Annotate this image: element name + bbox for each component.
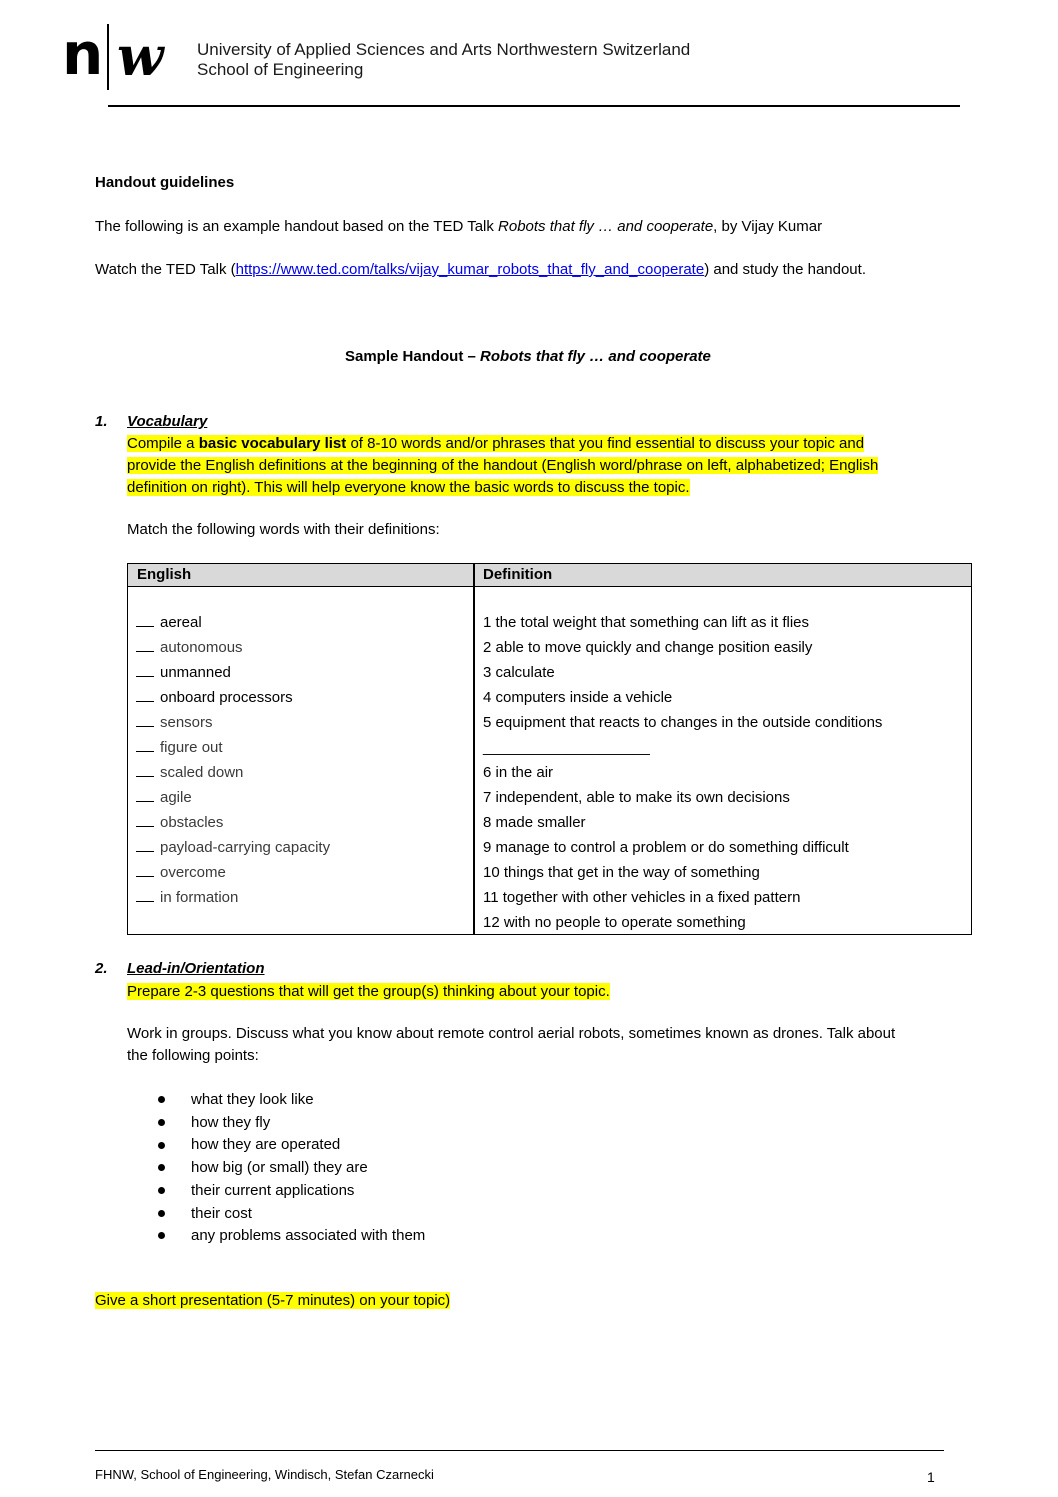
presentation-note — [95, 1290, 450, 1312]
section-2-number: 2. — [95, 960, 108, 977]
word-item — [136, 710, 330, 735]
word-text: payload-carrying capacity — [160, 839, 331, 856]
definition-separator: ____________________ — [483, 739, 650, 756]
word-item — [136, 610, 330, 635]
example-prefix: The following is an example handout based on the TED Talk — [95, 218, 499, 235]
bullet-dot — [158, 1142, 165, 1149]
definition-list — [483, 610, 882, 935]
discussion-points — [191, 1089, 425, 1248]
bullet-dot — [158, 1164, 165, 1171]
section-2-heading: Lead-in/Orientation — [127, 960, 265, 977]
institution-line-2: School of Engineering — [197, 60, 364, 79]
word-list — [136, 610, 330, 910]
guidelines-title: Handout guidelines — [95, 174, 235, 191]
page-number: 1 — [927, 1469, 935, 1485]
watch-prefix: Watch the TED Talk ( — [95, 261, 236, 278]
list-item: how big (or small) they are — [191, 1159, 368, 1177]
answer-blank[interactable] — [136, 688, 154, 702]
word-item — [136, 860, 330, 885]
example-suffix: , by Vijay Kumar — [713, 218, 823, 235]
word-item — [136, 735, 330, 760]
institution-name — [197, 40, 690, 80]
word-item — [136, 660, 330, 685]
definition-item: 2 able to move quickly and change position easily — [483, 639, 813, 656]
definition-item: 5 equipment that reacts to changes in the outside conditions — [483, 714, 883, 731]
bullet-dot — [158, 1096, 165, 1103]
word-text: agile — [160, 789, 192, 806]
answer-blank[interactable] — [136, 888, 154, 902]
answer-blank[interactable] — [136, 788, 154, 802]
answer-blank[interactable] — [136, 738, 154, 752]
example-sentence — [95, 216, 822, 238]
word-text: unmanned — [160, 664, 231, 681]
lead-in-note — [127, 981, 610, 1003]
lead-in-instruction — [127, 1023, 895, 1067]
lead-in-instruction-line-2: the following points: — [127, 1047, 259, 1064]
sample-title-talk: Robots that fly … and cooperate — [480, 348, 711, 365]
lead-in-instruction-line-1: Work in groups. Discuss what you know about remote control aerial robots, sometimes known as drones. Talk about — [127, 1025, 896, 1042]
list-item: their cost — [191, 1204, 252, 1222]
list-item: how they fly — [191, 1113, 271, 1131]
table-header-english: English — [137, 566, 192, 583]
bullet-dot — [158, 1187, 165, 1194]
word-text: scaled down — [160, 764, 244, 781]
list-item: how they are operated — [191, 1136, 341, 1154]
institution-line-1: University of Applied Sciences and Arts Northwestern Switzerland — [197, 40, 691, 59]
answer-blank[interactable] — [136, 638, 154, 652]
ted-talk-link[interactable]: https://www.ted.com/talks/vijay_kumar_robots_that_fly_and_cooperate — [235, 261, 705, 278]
definition-item: 7 independent, able to make its own decisions — [483, 789, 790, 806]
vocab-note — [127, 433, 878, 499]
word-text: overcome — [160, 864, 226, 881]
bullet-dot — [158, 1210, 165, 1217]
vocab-instruction: Match the following words with their definitions: — [127, 521, 440, 538]
answer-blank[interactable] — [136, 663, 154, 677]
definition-item: 9 manage to control a problem or do something difficult — [483, 839, 849, 856]
header-rule — [108, 105, 960, 107]
bullet-dot — [158, 1232, 165, 1239]
sample-title-prefix: Sample Handout – — [345, 348, 481, 365]
answer-blank[interactable] — [136, 863, 154, 877]
lead-in-note-text: Prepare 2-3 questions that will get the group(s) thinking about your topic. — [127, 983, 610, 1000]
logo-n: n — [62, 20, 103, 88]
definition-item: 11 together with other vehicles in a fixed pattern — [483, 889, 801, 906]
definition-item: 12 with no people to operate something — [483, 914, 746, 931]
vocab-table — [127, 563, 972, 935]
word-item — [136, 835, 330, 860]
example-talk-title: Robots that fly … and cooperate — [498, 218, 714, 235]
word-item — [136, 635, 330, 660]
definition-item: 8 made smaller — [483, 814, 586, 831]
definition-item: 1 the total weight that something can lift as it flies — [483, 614, 810, 631]
definition-item: 3 calculate — [483, 664, 555, 681]
vocab-note-pre: Compile a — [127, 435, 199, 452]
list-item: any problems associated with them — [191, 1227, 426, 1245]
answer-blank[interactable] — [136, 838, 154, 852]
answer-blank[interactable] — [136, 763, 154, 777]
word-text: autonomous — [160, 639, 243, 656]
sample-handout-title — [345, 346, 711, 368]
answer-blank[interactable] — [136, 613, 154, 627]
word-item — [136, 760, 330, 785]
watch-suffix: ) and study the handout. — [704, 261, 866, 278]
list-item: what they look like — [191, 1091, 314, 1108]
table-header-definition: Definition — [483, 566, 553, 583]
table-column-divider — [473, 564, 475, 934]
word-text: obstacles — [160, 814, 224, 831]
logo-divider — [107, 24, 109, 90]
presentation-note-text: Give a short presentation (5-7 minutes) on your topic) — [95, 1292, 451, 1309]
logo-w: w — [117, 24, 164, 88]
definition-item: 6 in the air — [483, 764, 554, 781]
vocab-note-post: of 8-10 words and/or phrases that you find essential to discuss your topic and — [346, 435, 865, 452]
word-item — [136, 785, 330, 810]
vocab-note-bold: basic vocabulary list — [198, 435, 347, 452]
vocab-note-line-3: definition on right). This will help everyone know the basic words to discuss the topic. — [127, 479, 690, 496]
word-item — [136, 885, 330, 910]
answer-blank[interactable] — [136, 813, 154, 827]
definition-item: 4 computers inside a vehicle — [483, 689, 673, 706]
word-item — [136, 685, 330, 710]
answer-blank[interactable] — [136, 713, 154, 727]
definition-item: 10 things that get in the way of something — [483, 864, 760, 881]
word-text: sensors — [160, 714, 213, 731]
bullet-dot — [158, 1119, 165, 1126]
vocab-note-line-2: provide the English definitions at the beginning of the handout (English word/phrase on left, alphabetized; English — [127, 457, 879, 474]
word-text: figure out — [160, 739, 223, 756]
word-text: onboard processors — [160, 689, 293, 706]
word-item — [136, 810, 330, 835]
watch-sentence — [95, 259, 866, 281]
section-1-number: 1. — [95, 413, 108, 430]
word-text: aereal — [160, 614, 202, 631]
footer-rule — [95, 1450, 944, 1451]
section-1-heading: Vocabulary — [127, 413, 208, 430]
list-item: their current applications — [191, 1181, 355, 1199]
word-text: in formation — [160, 889, 239, 906]
footer-text: FHNW, School of Engineering, Windisch, Stefan Czarnecki — [95, 1467, 434, 1482]
